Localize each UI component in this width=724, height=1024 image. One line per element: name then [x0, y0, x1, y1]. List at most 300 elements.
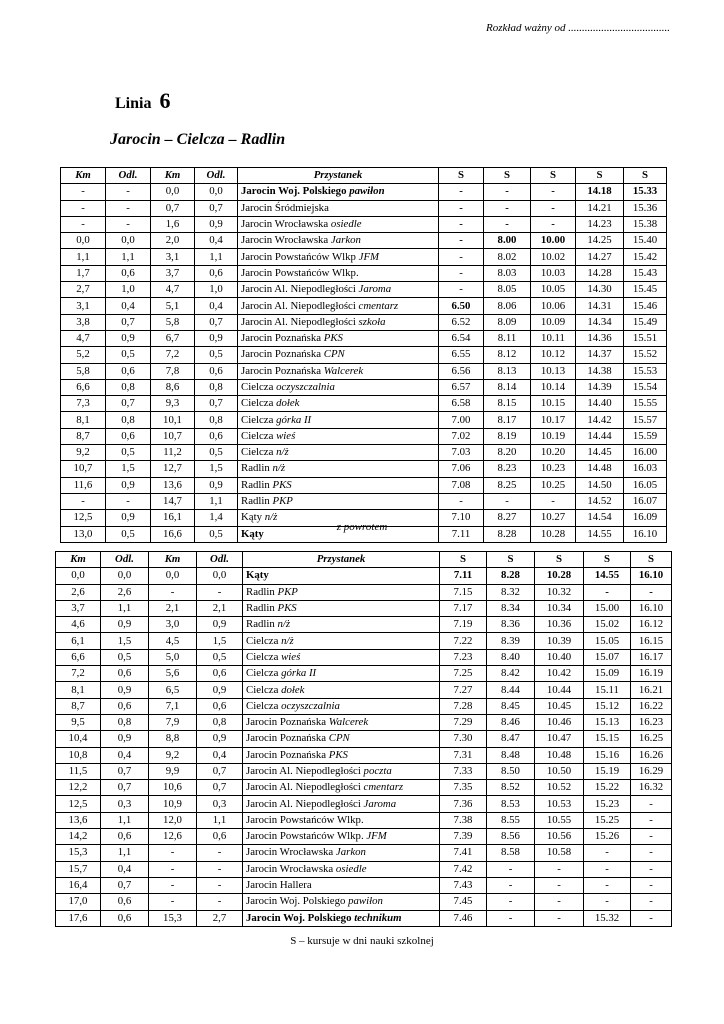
departure-time: -: [631, 845, 672, 861]
cell-km2: 2,1: [149, 600, 197, 616]
departure-time: 16.29: [631, 763, 672, 779]
stop-name: [238, 216, 439, 232]
table-row: [56, 796, 672, 812]
cell-odl1: 1,5: [101, 633, 149, 649]
cell-odl1: 0,4: [101, 861, 149, 877]
stop-name-main: Radlin: [241, 478, 270, 491]
departure-time: -: [487, 910, 535, 926]
departure-time: -: [531, 184, 576, 200]
departure-time: 10.12: [531, 347, 576, 363]
departure-time: -: [439, 184, 484, 200]
stop-name-main: Radlin: [241, 495, 270, 508]
stop-name-detail: pawiłon: [348, 895, 383, 908]
column-header: Odl.: [197, 552, 243, 568]
departure-time: 14.45: [576, 445, 624, 461]
departure-time: -: [439, 216, 484, 232]
cell-km2: 15,3: [149, 910, 197, 926]
stop-name: [238, 330, 439, 346]
departure-time: 16.03: [624, 461, 667, 477]
departure-time: 10.48: [535, 747, 584, 763]
footer-legend: S – kursuje w dni nauki szkolnej: [290, 935, 434, 947]
departure-time: 7.43: [440, 877, 487, 893]
cell-km1: 1,1: [61, 249, 106, 265]
stop-name: [243, 747, 440, 763]
departure-time: -: [487, 861, 535, 877]
departure-time: 6.50: [439, 298, 484, 314]
departure-time: 16.21: [631, 682, 672, 698]
departure-time: 16.15: [631, 633, 672, 649]
cell-km1: 7,3: [61, 396, 106, 412]
departure-time: 14.38: [576, 363, 624, 379]
cell-km2: 9,2: [149, 747, 197, 763]
column-header: Odl.: [106, 168, 151, 184]
table-row: [56, 812, 672, 828]
departure-time: 14.36: [576, 330, 624, 346]
cell-odl1: 0,5: [106, 445, 151, 461]
departure-time: 10.50: [535, 763, 584, 779]
departure-time: 10.32: [535, 584, 584, 600]
stop-name-detail: Walcerek: [323, 364, 364, 377]
departure-time: 14.42: [576, 412, 624, 428]
cell-km1: 0,0: [56, 568, 101, 584]
stop-name: [243, 877, 440, 893]
departure-time: 10.02: [531, 249, 576, 265]
departure-time: 15.53: [624, 363, 667, 379]
departure-time: 10.53: [535, 796, 584, 812]
departure-time: 10.25: [531, 477, 576, 493]
column-header: Przystanek: [243, 552, 440, 568]
cell-odl2: 0,7: [195, 200, 238, 216]
departure-time: 16.10: [624, 526, 667, 542]
departure-time: 14.25: [576, 233, 624, 249]
stop-name: [238, 461, 439, 477]
departure-time: 14.31: [576, 298, 624, 314]
cell-odl2: 0,6: [195, 265, 238, 281]
departure-time: -: [484, 493, 531, 509]
column-header: S: [631, 552, 672, 568]
stop-name: [243, 780, 440, 796]
stop-name-main: Jarocin Wrocławska: [241, 218, 329, 231]
cell-odl2: 0,4: [195, 298, 238, 314]
header-row: [61, 168, 667, 184]
stop-name: [238, 379, 439, 395]
cell-odl2: 0,9: [197, 731, 243, 747]
departure-time: 8.11: [484, 330, 531, 346]
departure-time: 15.49: [624, 314, 667, 330]
stop-name-detail: PKS: [323, 332, 343, 345]
departure-time: 14.55: [576, 526, 624, 542]
departure-time: 7.00: [439, 412, 484, 428]
table-row: [56, 894, 672, 910]
stop-name-detail: pawiłon: [349, 185, 385, 198]
stop-name: [238, 298, 439, 314]
cell-km2: -: [149, 894, 197, 910]
departure-time: 6.52: [439, 314, 484, 330]
cell-km2: 4,5: [149, 633, 197, 649]
cell-odl2: 0,5: [195, 526, 238, 542]
stop-name-main: Jarocin Al. Niepodległości: [246, 781, 361, 794]
stop-name-detail: n/ż: [264, 511, 278, 524]
cell-km2: 10,6: [149, 780, 197, 796]
cell-odl2: 0,6: [195, 363, 238, 379]
departure-time: 10.27: [531, 510, 576, 526]
stop-name-detail: cmentarz: [363, 781, 404, 794]
stop-name-main: Jarocin Poznańska: [241, 332, 322, 345]
cell-km1: 6,6: [56, 649, 101, 665]
departure-time: 8.58: [487, 845, 535, 861]
stop-name-main: Jarocin Woj. Polskiego: [246, 911, 352, 924]
stop-name-main: Jarocin Wrocławska: [246, 862, 334, 875]
stop-name-main: Jarocin Powstańców Wlkp.: [246, 830, 364, 843]
departure-time: 15.11: [584, 682, 631, 698]
cell-km2: 10,9: [149, 796, 197, 812]
cell-km1: 16,4: [56, 877, 101, 893]
departure-time: 8.09: [484, 314, 531, 330]
departure-time: 10.42: [535, 666, 584, 682]
stop-name-main: Kąty: [246, 569, 269, 582]
timetable-outbound: [60, 167, 667, 543]
departure-time: 16.10: [631, 568, 672, 584]
stop-name-main: Radlin: [246, 585, 275, 598]
column-header: S: [576, 168, 624, 184]
cell-odl1: -: [106, 216, 151, 232]
departure-time: 6.56: [439, 363, 484, 379]
cell-odl2: -: [197, 877, 243, 893]
cell-km1: 10,7: [61, 461, 106, 477]
departure-time: 15.05: [584, 633, 631, 649]
cell-km1: 5,2: [61, 347, 106, 363]
column-header: S: [535, 552, 584, 568]
stop-name-main: Kąty: [241, 511, 262, 524]
column-header: S: [624, 168, 667, 184]
cell-odl1: 0,7: [101, 780, 149, 796]
stop-name: [243, 910, 440, 926]
cell-km2: -: [149, 845, 197, 861]
stop-name-detail: Walcerek: [328, 716, 369, 729]
table-row: [56, 698, 672, 714]
departure-time: 10.28: [535, 568, 584, 584]
cell-km1: 11,5: [56, 763, 101, 779]
stop-name-detail: technikum: [354, 911, 402, 924]
cell-odl1: 0,7: [101, 877, 149, 893]
stop-name-main: Cielcza: [246, 667, 279, 680]
cell-odl1: 0,9: [101, 731, 149, 747]
table-row: [56, 763, 672, 779]
stop-name-main: Cielcza: [241, 446, 274, 459]
cell-odl1: 1,1: [101, 845, 149, 861]
stop-name-detail: dołek: [276, 397, 300, 410]
cell-odl1: 0,8: [106, 412, 151, 428]
cell-odl2: 0,5: [195, 445, 238, 461]
departure-time: 15.54: [624, 379, 667, 395]
table-row: [61, 428, 667, 444]
stop-name: [238, 445, 439, 461]
departure-time: 10.46: [535, 714, 584, 730]
cell-odl2: 0,5: [197, 649, 243, 665]
departure-time: 8.05: [484, 282, 531, 298]
departure-time: 7.30: [440, 731, 487, 747]
cell-odl2: 0,7: [197, 780, 243, 796]
stop-name-detail: osiedle: [335, 862, 367, 875]
departure-time: 15.25: [584, 812, 631, 828]
table-row: [61, 347, 667, 363]
cell-km1: 3,7: [56, 600, 101, 616]
departure-time: 15.57: [624, 412, 667, 428]
cell-odl2: 0,6: [195, 428, 238, 444]
cell-odl2: -: [197, 894, 243, 910]
departure-time: 7.42: [440, 861, 487, 877]
departure-time: 8.23: [484, 461, 531, 477]
departure-time: 15.15: [584, 731, 631, 747]
departure-time: -: [484, 216, 531, 232]
stop-name-main: Jarocin Poznańska: [246, 716, 327, 729]
cell-odl1: 0,6: [101, 666, 149, 682]
departure-time: 14.39: [576, 379, 624, 395]
stop-name-main: Jarocin Al. Niepodległości: [246, 797, 361, 810]
departure-time: 8.45: [487, 698, 535, 714]
departure-time: -: [535, 910, 584, 926]
cell-odl1: 0,6: [101, 910, 149, 926]
departure-time: 16.09: [624, 510, 667, 526]
cell-odl2: 0,9: [195, 216, 238, 232]
cell-km2: 10,7: [151, 428, 195, 444]
departure-time: 8.52: [487, 780, 535, 796]
table-row: [61, 412, 667, 428]
return-label: z powrotem: [336, 521, 388, 533]
table-row: [61, 493, 667, 509]
departure-time: 10.28: [531, 526, 576, 542]
departure-time: 8.03: [484, 265, 531, 281]
departure-time: 8.39: [487, 633, 535, 649]
table-row: [56, 845, 672, 861]
departure-time: 15.07: [584, 649, 631, 665]
departure-time: -: [531, 200, 576, 216]
cell-odl1: 0,6: [106, 363, 151, 379]
cell-km1: 10,4: [56, 731, 101, 747]
cell-odl1: 0,7: [106, 396, 151, 412]
cell-odl1: -: [106, 493, 151, 509]
departure-time: -: [535, 861, 584, 877]
departure-time: 16.22: [631, 698, 672, 714]
cell-km2: 16,1: [151, 510, 195, 526]
cell-km2: 5,0: [149, 649, 197, 665]
departure-time: 7.45: [440, 894, 487, 910]
departure-time: 7.17: [440, 600, 487, 616]
departure-time: 15.42: [624, 249, 667, 265]
column-header: S: [487, 552, 535, 568]
departure-time: -: [631, 829, 672, 845]
cell-km2: 12,6: [149, 829, 197, 845]
stop-name-detail: n/ż: [277, 618, 291, 631]
stop-name: [238, 477, 439, 493]
departure-time: 16.10: [631, 600, 672, 616]
stop-name: [238, 396, 439, 412]
table-row: [61, 265, 667, 281]
stop-name-main: Cielcza: [241, 413, 274, 426]
cell-odl2: 0,0: [197, 568, 243, 584]
departure-time: 14.18: [576, 184, 624, 200]
cell-odl1: 0,0: [106, 233, 151, 249]
cell-odl2: 0,5: [195, 347, 238, 363]
cell-km1: 2,7: [61, 282, 106, 298]
departure-time: 16.07: [624, 493, 667, 509]
cell-km1: -: [61, 184, 106, 200]
cell-odl2: 0,9: [195, 330, 238, 346]
stop-name-detail: oczyszczalnia: [276, 381, 335, 393]
departure-time: 15.46: [624, 298, 667, 314]
cell-km1: 8,7: [61, 428, 106, 444]
stop-name-detail: PKS: [328, 748, 348, 761]
table-row: [56, 829, 672, 845]
departure-time: 7.29: [440, 714, 487, 730]
cell-km2: 7,8: [151, 363, 195, 379]
departure-time: 8.20: [484, 445, 531, 461]
cell-km2: 14,7: [151, 493, 195, 509]
stop-name-main: Cielcza: [246, 699, 279, 712]
table-row: [56, 747, 672, 763]
departure-time: 7.02: [439, 428, 484, 444]
stop-name-detail: Jaroma: [358, 283, 392, 296]
cell-km1: 9,2: [61, 445, 106, 461]
stop-name-main: Jarocin Al. Niepodległości: [241, 315, 356, 328]
cell-km1: 8,7: [56, 698, 101, 714]
stop-name-detail: PKS: [277, 602, 297, 615]
stop-name-main: Jarocin Al. Niepodległości: [241, 299, 356, 312]
cell-km1: 9,5: [56, 714, 101, 730]
stop-name-main: Jarocin Powstańców Wlkp: [241, 250, 356, 263]
cell-km2: 13,6: [151, 477, 195, 493]
departure-time: 8.14: [484, 379, 531, 395]
departure-time: 16.12: [631, 617, 672, 633]
departure-time: 15.43: [624, 265, 667, 281]
departure-time: 8.28: [484, 526, 531, 542]
departure-time: -: [631, 861, 672, 877]
departure-time: -: [439, 200, 484, 216]
cell-odl2: 1,1: [197, 812, 243, 828]
column-header: S: [439, 168, 484, 184]
departure-time: 15.52: [624, 347, 667, 363]
cell-odl1: -: [106, 200, 151, 216]
cell-km1: 6,6: [61, 379, 106, 395]
departure-time: 15.12: [584, 698, 631, 714]
departure-time: 14.48: [576, 461, 624, 477]
departure-time: -: [631, 877, 672, 893]
departure-time: 10.13: [531, 363, 576, 379]
cell-odl2: 0,6: [197, 698, 243, 714]
stop-name: [243, 568, 440, 584]
table-row: [61, 216, 667, 232]
stop-name: [243, 633, 440, 649]
stop-name-main: Jarocin Woj. Polskiego: [241, 185, 347, 198]
departure-time: -: [439, 265, 484, 281]
stop-name-main: Jarocin Al. Niepodległości: [246, 765, 361, 777]
cell-odl1: 0,9: [106, 477, 151, 493]
column-header: Km: [151, 168, 195, 184]
cell-km2: 4,7: [151, 282, 195, 298]
stop-name: [243, 796, 440, 812]
stop-name: [238, 200, 439, 216]
cell-odl2: 0,8: [195, 412, 238, 428]
departure-time: -: [531, 493, 576, 509]
stop-name-detail: cmentarz: [358, 299, 399, 312]
cell-odl1: 0,4: [101, 747, 149, 763]
cell-km1: 3,8: [61, 314, 106, 330]
cell-km2: 8,6: [151, 379, 195, 395]
departure-time: 10.05: [531, 282, 576, 298]
table-row: [56, 666, 672, 682]
stop-name: [238, 314, 439, 330]
departure-time: 7.08: [439, 477, 484, 493]
column-header: Km: [149, 552, 197, 568]
departure-time: 14.28: [576, 265, 624, 281]
table-row: [56, 731, 672, 747]
departure-time: 15.40: [624, 233, 667, 249]
cell-odl2: 0,9: [195, 477, 238, 493]
column-header: Km: [61, 168, 106, 184]
departure-time: 14.55: [584, 568, 631, 584]
table-row: [61, 445, 667, 461]
stop-name: [238, 233, 439, 249]
departure-time: -: [584, 894, 631, 910]
cell-odl1: 0,7: [106, 314, 151, 330]
stop-name-detail: szkoła: [358, 315, 386, 328]
departure-time: 7.39: [440, 829, 487, 845]
table-row: [61, 477, 667, 493]
departure-time: 8.56: [487, 829, 535, 845]
departure-time: 15.59: [624, 428, 667, 444]
stop-name-main: Jarocin Poznańska: [246, 748, 327, 761]
header-row: [56, 552, 672, 568]
departure-time: 8.36: [487, 617, 535, 633]
cell-odl1: 0,6: [101, 829, 149, 845]
departure-time: 15.36: [624, 200, 667, 216]
cell-km2: 3,7: [151, 265, 195, 281]
departure-time: -: [439, 493, 484, 509]
cell-km2: 0,0: [151, 184, 195, 200]
departure-time: 7.28: [440, 698, 487, 714]
cell-km1: 5,8: [61, 363, 106, 379]
cell-km1: 7,2: [56, 666, 101, 682]
departure-time: 10.09: [531, 314, 576, 330]
cell-odl2: 0,3: [197, 796, 243, 812]
departure-time: 7.25: [440, 666, 487, 682]
departure-time: 14.23: [576, 216, 624, 232]
cell-odl1: 0,6: [106, 428, 151, 444]
departure-time: 16.00: [624, 445, 667, 461]
route-title: Jarocin – Cielcza – Radlin: [110, 131, 286, 148]
cell-odl2: 2,7: [197, 910, 243, 926]
cell-km1: 4,6: [56, 617, 101, 633]
departure-time: -: [484, 184, 531, 200]
cell-km2: 1,6: [151, 216, 195, 232]
stop-name: [243, 649, 440, 665]
table-row: [61, 184, 667, 200]
departure-time: 14.54: [576, 510, 624, 526]
stop-name: [243, 584, 440, 600]
cell-odl1: 0,0: [101, 568, 149, 584]
departure-time: 10.36: [535, 617, 584, 633]
departure-time: 15.13: [584, 714, 631, 730]
stop-name-main: Cielcza: [246, 683, 279, 696]
cell-odl1: 0,5: [106, 347, 151, 363]
departure-time: 8.28: [487, 568, 535, 584]
departure-time: -: [631, 910, 672, 926]
departure-time: 7.41: [440, 845, 487, 861]
departure-time: -: [487, 894, 535, 910]
valid-from-note: Rozkład ważny od .....................................: [486, 22, 670, 34]
stop-name: [238, 428, 439, 444]
cell-odl1: 0,9: [106, 330, 151, 346]
